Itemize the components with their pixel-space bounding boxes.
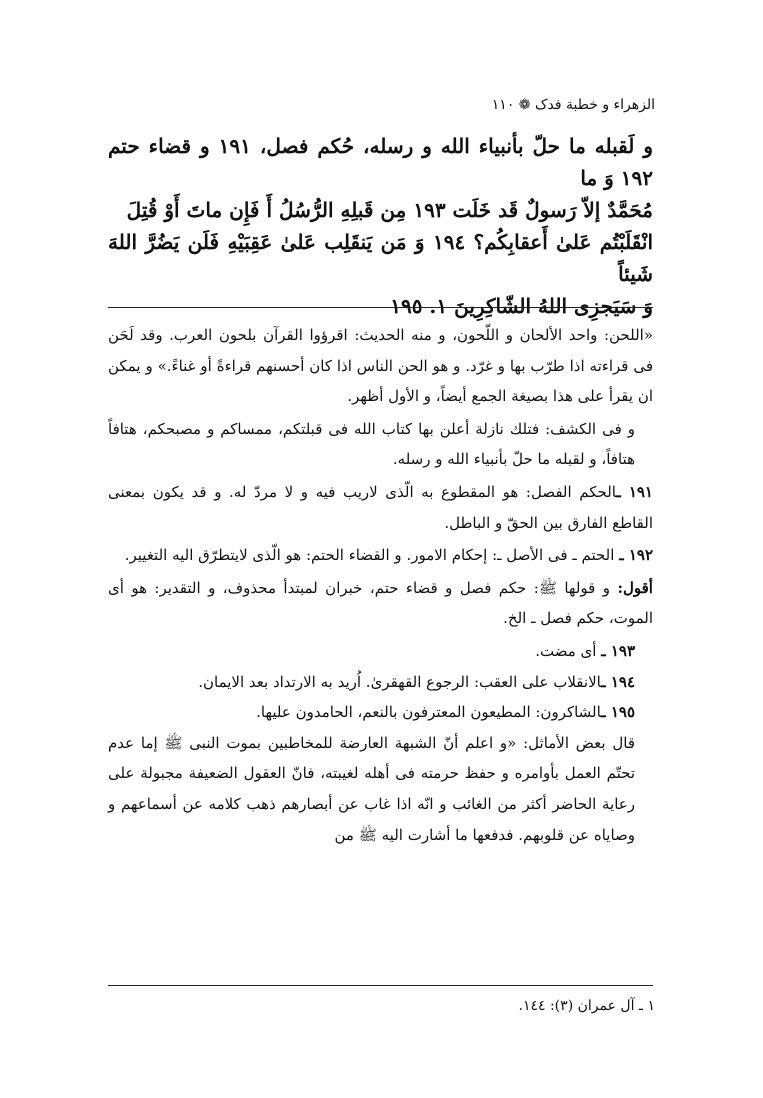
sermon-text: [108, 130, 653, 322]
note-191: [108, 477, 653, 538]
note-comment: [108, 573, 653, 634]
note-number: ١٩٥ ـ: [601, 703, 635, 722]
note-193: [108, 636, 653, 667]
note-number: ١٩٤ ـ: [601, 672, 635, 691]
note-text: أى مضت.: [535, 641, 597, 660]
commentary: [108, 320, 653, 850]
note-text: الانقلاب على العقب: الرجوع القهقرىٰ. اُريد به الارتداد بعد الايمان.: [198, 672, 602, 691]
section-divider: [108, 307, 653, 308]
footnote-divider: [108, 985, 653, 986]
sermon-line: وَ سَيَجزِى اللهُ الشّاكِرِينَ ١. ١٩٥: [390, 294, 653, 318]
footnote: ١ ـ آل عمران (٣): ١٤٤.: [518, 998, 655, 1014]
note-192: [108, 540, 653, 571]
note-paragraph: قال بعض الأماثل: «و اعلم أنّ الشبهة العارضة للمخاطبين بموت النبى ﷺ إما عدم تحتّم العمل بأوامره و حفظ حرمته فى أهله لغيبته، فانّ العقول الضعيفة مجبولة على رعاية الحاضر أكثر من الغائب و انّه اذا غاب عن أبصارهم ذهب كلامه عن أسماعهم و وصاياه عن قلوبهم. فدفعها ما أشارت اليه ﷺ من: [108, 733, 635, 844]
note-text: و قولها ﷺ: حكم فصل و قضاء حتم، خبران لمبتدأ محذوف، و التقدير: هو أى الموت، حكم فصل ـ الخ.: [108, 578, 653, 628]
sermon-line: و لَقبله ما حلّ بأنبياء الله و رسله، حُكم فصل، ١٩١ و قضاء حتم ١٩٢ وَ ما: [108, 134, 653, 190]
running-head: الزهراء و خطبة فدک ❁ ١١٠: [491, 97, 655, 113]
note-194: [108, 667, 653, 698]
note-paragraph: «اللحن: واحد الألحان و اللّحون، و منه الحديث: اقرؤوا القرآن بلحون العرب. وقد لَحَن فى قراءته اذا طرّب بها و غرّد. و هو الحن الناس اذا كان أحسنهم قراءةً أو غناءً.» و يمكن ان يقرأ على هذا بصيغة الجمع أيضاً، و الأول أظهر.: [108, 326, 653, 406]
note-paragraph: و فى الكشف: فتلك نازلة أعلن بها كتاب الله فى قبلتكم، ممساكم و مصبحكم، هتافاً هتافاً، و لقبله ما حلّ بأنبياء الله و رسله.: [108, 419, 635, 469]
note-number: ١٩٢ ـ: [619, 546, 653, 565]
note-number: ١٩٣ ـ: [601, 641, 635, 660]
note-number: ١٩١ ـ: [616, 482, 653, 501]
note-text: الحتم ـ فى الأصل ـ: إحكام الامور. و القضاء الحتم: هو الّذى لايتطرّق اليه التغيير.: [124, 546, 615, 565]
note-text: الشاكرون: المطيعون المعترفون بالنعم، الحامدون عليها.: [256, 703, 602, 722]
sermon-line: مُحَمَّدٌ إلاّ رَسولٌ قَد خَلَت ١٩٣ مِن قَبلِهِ الرُّسُلُ أَ فَإِن ماتَ أَوْ قُتِلَ: [126, 198, 653, 222]
note-195: [108, 697, 653, 728]
note-label: أقول:: [617, 578, 653, 597]
sermon-line: انْقَلَبْتُم عَلىٰ أَعقابِكُم؟ ١٩٤ وَ مَن يَنقَلِب عَلىٰ عَقِبَيْهِ فَلَن يَضُرَّ اللهَ شَيئاً: [108, 230, 653, 286]
note-text: الحكم الفصل: هو المقطوع به الّذى لاريب فيه و لا مردّ له. و قد يكون بمعنى القاطع الفارق بين الحقّ و الباطل.: [108, 482, 653, 532]
